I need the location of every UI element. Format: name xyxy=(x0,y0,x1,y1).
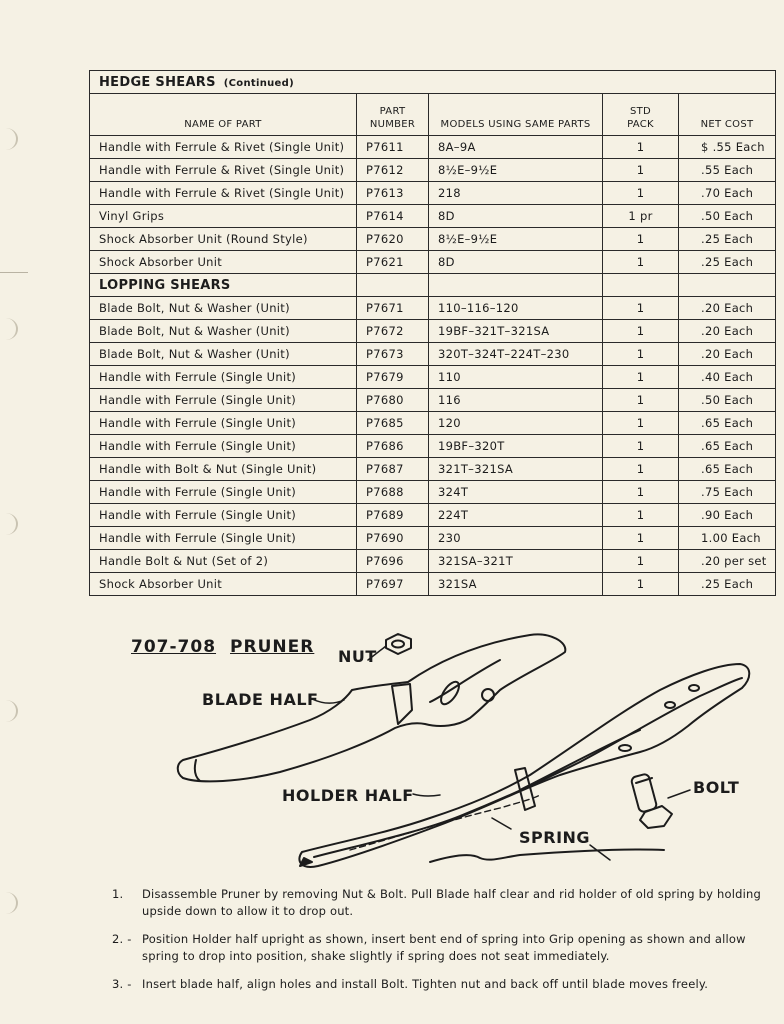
table-row xyxy=(90,343,776,366)
part-number-cell: P7613 xyxy=(357,182,429,205)
header-part-line2: NUMBER xyxy=(369,119,416,130)
models-cell: 116 xyxy=(429,389,603,412)
net-cost-cell: .25 Each xyxy=(679,228,776,251)
part-number-cell: P7671 xyxy=(357,297,429,320)
step-number: 2. - xyxy=(112,932,132,946)
net-cost-cell: .50 Each xyxy=(679,389,776,412)
std-pack-cell: 1 xyxy=(603,550,679,573)
table-row xyxy=(90,481,776,504)
net-cost-cell: .70 Each xyxy=(679,182,776,205)
part-name-cell: Shock Absorber Unit (Round Style) xyxy=(90,228,357,251)
part-name-cell: Blade Bolt, Nut & Washer (Unit) xyxy=(90,343,357,366)
table-row xyxy=(90,573,776,596)
part-number-cell: P7621 xyxy=(357,251,429,274)
std-pack-cell: 1 xyxy=(603,297,679,320)
part-name-cell: Handle with Ferrule (Single Unit) xyxy=(90,389,357,412)
header-name: NAME OF PART xyxy=(90,94,357,136)
table-row xyxy=(90,251,776,274)
std-pack-cell: 1 pr xyxy=(603,205,679,228)
empty-cell xyxy=(429,274,603,297)
part-number-cell: P7686 xyxy=(357,435,429,458)
std-pack-cell: 1 xyxy=(603,389,679,412)
punch-hole-mark xyxy=(0,318,18,340)
net-cost-cell: .40 Each xyxy=(679,366,776,389)
bolt-leader xyxy=(668,790,690,798)
net-cost-cell: .25 Each xyxy=(679,251,776,274)
header-std-line2: PACK xyxy=(627,119,654,130)
models-cell: 321SA–321T xyxy=(429,550,603,573)
std-pack-cell: 1 xyxy=(603,504,679,527)
table-row xyxy=(90,504,776,527)
table-row xyxy=(90,366,776,389)
step-text: Disassemble Pruner by removing Nut & Bolt. Pull Blade half clear and rid holder of old spring by holding upside down to allow it to drop out. xyxy=(142,887,761,918)
instruction-step xyxy=(112,886,762,920)
empty-cell xyxy=(603,274,679,297)
label-bolt: BOLT xyxy=(693,778,740,797)
punch-hole-mark xyxy=(0,128,18,150)
part-name-cell: Handle with Bolt & Nut (Single Unit) xyxy=(90,458,357,481)
step-number: 1. xyxy=(112,887,124,901)
table-row xyxy=(90,297,776,320)
punch-hole-mark xyxy=(0,513,18,535)
std-pack-cell: 1 xyxy=(603,320,679,343)
part-number-cell: P7697 xyxy=(357,573,429,596)
table-row xyxy=(90,320,776,343)
models-cell: 110–116–120 xyxy=(429,297,603,320)
spring-leader-right xyxy=(590,845,610,860)
std-pack-cell: 1 xyxy=(603,136,679,159)
section-title-cell xyxy=(90,274,357,297)
part-number-cell: P7679 xyxy=(357,366,429,389)
header-std xyxy=(603,94,679,136)
part-name-cell: Handle with Ferrule & Rivet (Single Unit) xyxy=(90,136,357,159)
net-cost-cell: .20 Each xyxy=(679,297,776,320)
table-row xyxy=(90,182,776,205)
models-cell: 8½E–9½E xyxy=(429,159,603,182)
net-cost-cell: .65 Each xyxy=(679,458,776,481)
models-cell: 230 xyxy=(429,527,603,550)
step-text: Insert blade half, align holes and install Bolt. Tighten nut and back off until blade moves freely. xyxy=(142,977,709,991)
part-name-cell: Handle with Ferrule & Rivet (Single Unit) xyxy=(90,159,357,182)
std-pack-cell: 1 xyxy=(603,481,679,504)
models-cell: 120 xyxy=(429,412,603,435)
std-pack-cell: 1 xyxy=(603,435,679,458)
part-name-cell: Handle with Ferrule (Single Unit) xyxy=(90,481,357,504)
models-cell: 8½E–9½E xyxy=(429,228,603,251)
models-cell: 8A–9A xyxy=(429,136,603,159)
pruner-model: 707-708 xyxy=(131,637,217,657)
std-pack-cell: 1 xyxy=(603,343,679,366)
net-cost-cell: .20 per set xyxy=(679,550,776,573)
models-cell: 218 xyxy=(429,182,603,205)
models-cell: 321T–321SA xyxy=(429,458,603,481)
header-cost: NET COST xyxy=(679,94,776,136)
std-pack-cell: 1 xyxy=(603,573,679,596)
table-row xyxy=(90,228,776,251)
table-row xyxy=(90,136,776,159)
models-cell: 324T xyxy=(429,481,603,504)
table-row xyxy=(90,435,776,458)
parts-table xyxy=(89,70,776,596)
table-title-row xyxy=(90,71,776,94)
pruner-name: PRUNER xyxy=(230,637,315,657)
net-cost-cell: .75 Each xyxy=(679,481,776,504)
net-cost-cell: .20 Each xyxy=(679,320,776,343)
models-cell: 321SA xyxy=(429,573,603,596)
table-row xyxy=(90,159,776,182)
std-pack-cell: 1 xyxy=(603,251,679,274)
net-cost-cell: $ .55 Each xyxy=(679,136,776,159)
label-blade-half: BLADE HALF xyxy=(202,690,319,709)
part-name-cell: Handle with Ferrule (Single Unit) xyxy=(90,504,357,527)
std-pack-cell: 1 xyxy=(603,159,679,182)
label-holder-half: HOLDER HALF xyxy=(282,786,414,805)
part-name-cell: Handle with Ferrule (Single Unit) xyxy=(90,366,357,389)
instructions xyxy=(112,886,762,1004)
models-cell: 19BF–321T–321SA xyxy=(429,320,603,343)
step-number: 3. - xyxy=(112,977,132,991)
continued-note: (Continued) xyxy=(223,77,294,89)
std-pack-cell: 1 xyxy=(603,182,679,205)
part-number-cell: P7673 xyxy=(357,343,429,366)
part-name-cell: Handle Bolt & Nut (Set of 2) xyxy=(90,550,357,573)
models-cell: 110 xyxy=(429,366,603,389)
net-cost-cell: .50 Each xyxy=(679,205,776,228)
part-number-cell: P7689 xyxy=(357,504,429,527)
header-models: MODELS USING SAME PARTS xyxy=(429,94,603,136)
part-name-cell: Handle with Ferrule (Single Unit) xyxy=(90,412,357,435)
part-number-cell: P7611 xyxy=(357,136,429,159)
part-name-cell: Handle with Ferrule (Single Unit) xyxy=(90,435,357,458)
part-number-cell: P7612 xyxy=(357,159,429,182)
header-part xyxy=(357,94,429,136)
models-cell: 8D xyxy=(429,251,603,274)
nut-icon xyxy=(386,634,411,654)
part-name-cell: Shock Absorber Unit xyxy=(90,573,357,596)
part-number-cell: P7685 xyxy=(357,412,429,435)
part-name-cell: Handle with Ferrule & Rivet (Single Unit) xyxy=(90,182,357,205)
spring-drawing xyxy=(430,849,664,862)
section-row xyxy=(90,274,776,297)
std-pack-cell: 1 xyxy=(603,458,679,481)
net-cost-cell: .55 Each xyxy=(679,159,776,182)
net-cost-cell: .65 Each xyxy=(679,412,776,435)
models-cell: 320T–324T–224T–230 xyxy=(429,343,603,366)
table-row xyxy=(90,550,776,573)
part-number-cell: P7614 xyxy=(357,205,429,228)
part-number-cell: P7688 xyxy=(357,481,429,504)
models-cell: 8D xyxy=(429,205,603,228)
table-row xyxy=(90,412,776,435)
std-pack-cell: 1 xyxy=(603,412,679,435)
edge-mark xyxy=(0,272,28,273)
table-row xyxy=(90,458,776,481)
net-cost-cell: 1.00 Each xyxy=(679,527,776,550)
part-name-cell: Blade Bolt, Nut & Washer (Unit) xyxy=(90,297,357,320)
net-cost-cell: .25 Each xyxy=(679,573,776,596)
part-number-cell: P7620 xyxy=(357,228,429,251)
part-name-cell: Vinyl Grips xyxy=(90,205,357,228)
std-pack-cell: 1 xyxy=(603,366,679,389)
empty-cell xyxy=(357,274,429,297)
net-cost-cell: .90 Each xyxy=(679,504,776,527)
table-row xyxy=(90,527,776,550)
part-number-cell: P7672 xyxy=(357,320,429,343)
part-number-cell: P7690 xyxy=(357,527,429,550)
part-name-cell: Shock Absorber Unit xyxy=(90,251,357,274)
label-nut: NUT xyxy=(338,647,377,666)
empty-cell xyxy=(679,274,776,297)
net-cost-cell: .65 Each xyxy=(679,435,776,458)
part-number-cell: P7680 xyxy=(357,389,429,412)
hedge-title-cell xyxy=(90,71,776,94)
hedge-shears-title: HEDGE SHEARS xyxy=(99,74,216,90)
part-number-cell: P7696 xyxy=(357,550,429,573)
holder-half-leader xyxy=(413,794,440,796)
punch-hole-mark xyxy=(0,892,18,914)
part-number-cell: P7687 xyxy=(357,458,429,481)
lopping-shears-title: LOPPING SHEARS xyxy=(99,277,231,293)
instruction-step xyxy=(112,976,762,993)
bolt-icon xyxy=(631,773,672,828)
instruction-step xyxy=(112,931,762,965)
step-text: Position Holder half upright as shown, insert bent end of spring into Grip opening as shown and allow spring to drop into position, shake slightly if spring does not seat immediately. xyxy=(142,932,746,963)
table-row xyxy=(90,205,776,228)
header-row xyxy=(90,94,776,136)
std-pack-cell: 1 xyxy=(603,228,679,251)
header-std-line1: STD xyxy=(629,106,652,117)
header-part-line1: PART xyxy=(379,106,406,117)
models-cell: 19BF–320T xyxy=(429,435,603,458)
part-name-cell: Handle with Ferrule (Single Unit) xyxy=(90,527,357,550)
spring-leader-left xyxy=(492,818,511,829)
net-cost-cell: .20 Each xyxy=(679,343,776,366)
models-cell: 224T xyxy=(429,504,603,527)
std-pack-cell: 1 xyxy=(603,527,679,550)
pruner-diagram xyxy=(0,625,784,885)
label-spring: SPRING xyxy=(519,828,591,847)
part-name-cell: Blade Bolt, Nut & Washer (Unit) xyxy=(90,320,357,343)
table-row xyxy=(90,389,776,412)
